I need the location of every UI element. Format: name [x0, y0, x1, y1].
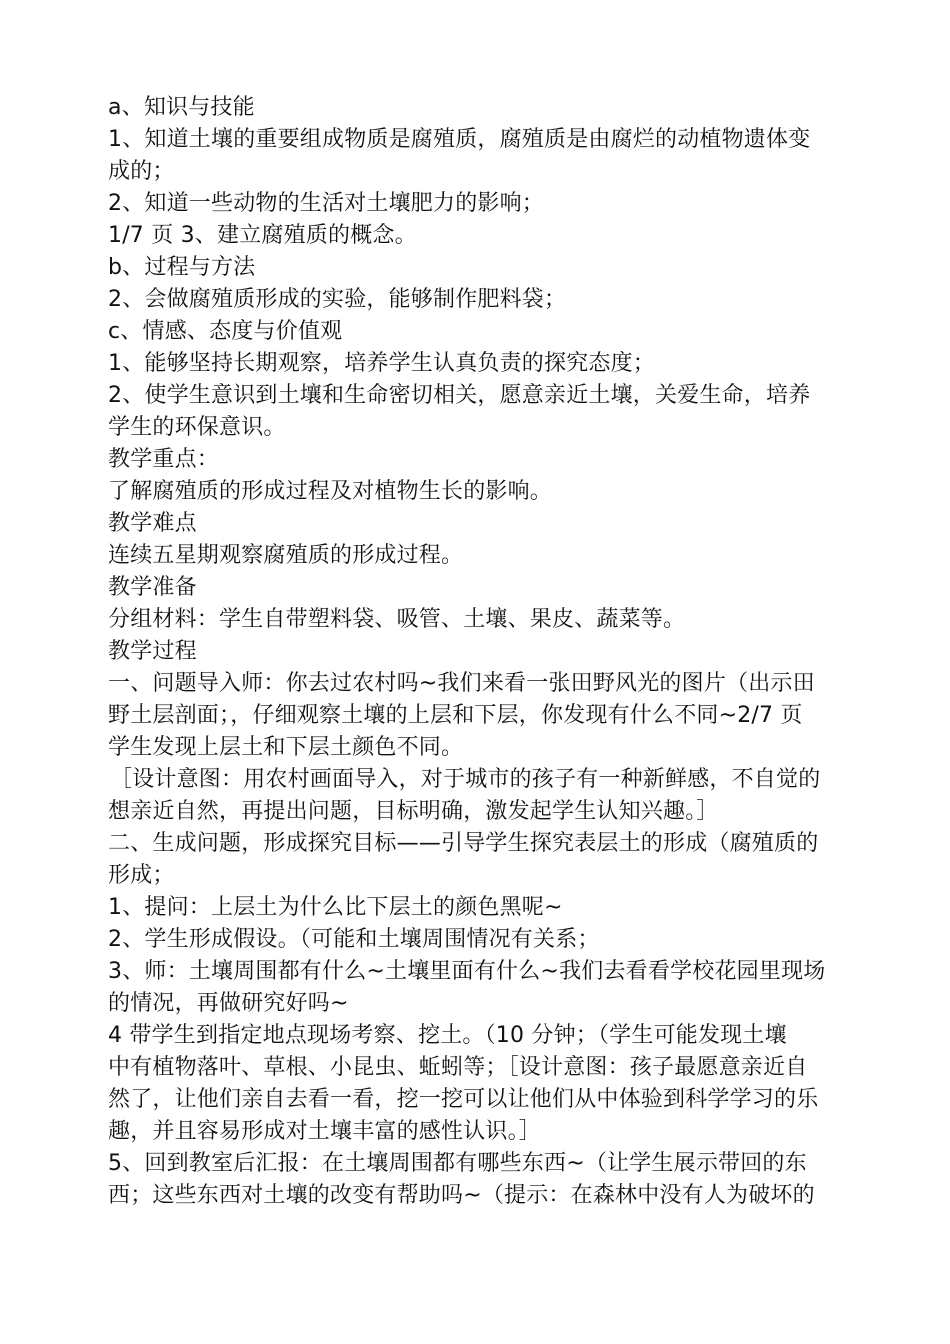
- text-line: 2、学生形成假设。（可能和土壤周围情况有关系；: [108, 927, 600, 952]
- text-line: 连续五星期观察腐殖质的形成过程。: [108, 543, 464, 568]
- text-line: 一、问题导入师：你去过农村吗~我们来看一张田野风光的图片（出示田: [108, 671, 815, 696]
- text-line: 成的；: [108, 159, 175, 184]
- text-line: b、过程与方法: [108, 255, 256, 280]
- text-line: 2、使学生意识到土壤和生命密切相关，愿意亲近土壤，关爱生命，培养: [108, 383, 811, 408]
- document-page: [108, 92, 868, 1212]
- text-line: 1、能够坚持长期观察，培养学生认真负责的探究态度；: [108, 351, 655, 376]
- text-line: 分组材料：学生自带塑料袋、吸管、土壤、果皮、蔬菜等。: [108, 607, 686, 632]
- text-line: 中有植物落叶、草根、小昆虫、蚯蚓等；［设计意图：孩子最愿意亲近自: [108, 1055, 808, 1080]
- text-line: ［设计意图：用农村画面导入，对于城市的孩子有一种新鲜感，不自觉的: [110, 767, 821, 792]
- text-line: a、知识与技能: [108, 95, 255, 120]
- text-line: 1、知道土壤的重要组成物质是腐殖质，腐殖质是由腐烂的动植物遗体变: [108, 127, 811, 152]
- text-line: 形成；: [108, 863, 175, 888]
- text-line: 学生发现上层土和下层土颜色不同。: [108, 735, 464, 760]
- text-line: 4 带学生到指定地点现场考察、挖土。（10 分钟；（学生可能发现土壤: [108, 1023, 787, 1048]
- text-line: 2、知道一些动物的生活对土壤肥力的影响；: [108, 191, 544, 216]
- text-line: 学生的环保意识。: [108, 415, 286, 440]
- section-heading: 教学准备: [108, 575, 197, 600]
- text-line: 西；这些东西对土壤的改变有帮助吗~（提示：在森林中没有人为破坏的: [108, 1183, 815, 1208]
- text-line: c、情感、态度与价值观: [108, 319, 343, 344]
- text-line: 1/7 页 3、建立腐殖质的概念。: [108, 223, 417, 248]
- section-heading: 教学过程: [108, 639, 197, 664]
- text-line: 想亲近自然，再提出问题，目标明确，激发起学生认知兴趣。］: [108, 799, 719, 824]
- text-line: 5、回到教室后汇报：在土壤周围都有哪些东西~（让学生展示带回的东: [108, 1151, 807, 1176]
- text-line: 了解腐殖质的形成过程及对植物生长的影响。: [108, 479, 553, 504]
- text-line: 2、会做腐殖质形成的实验，能够制作肥料袋；: [108, 287, 567, 312]
- text-line: 二、生成问题，形成探究目标——引导学生探究表层土的形成（腐殖质的: [108, 831, 819, 856]
- text-line: 的情况，再做研究好吗~: [108, 991, 349, 1016]
- section-heading: 教学重点：: [108, 447, 220, 472]
- text-line: 3、师：土壤周围都有什么~土壤里面有什么~我们去看看学校花园里现场: [108, 959, 826, 984]
- section-heading: 教学难点: [108, 511, 197, 536]
- text-line: 野土层剖面；，仔细观察土壤的上层和下层，你发现有什么不同~2/7 页: [108, 703, 803, 728]
- text-line: 1、提问：上层土为什么比下层土的颜色黑呢~: [108, 895, 563, 920]
- text-line: 趣，并且容易形成对土壤丰富的感性认识。］: [108, 1119, 542, 1144]
- text-line: 然了，让他们亲自去看一看，挖一挖可以让他们从中体验到科学学习的乐: [108, 1087, 819, 1112]
